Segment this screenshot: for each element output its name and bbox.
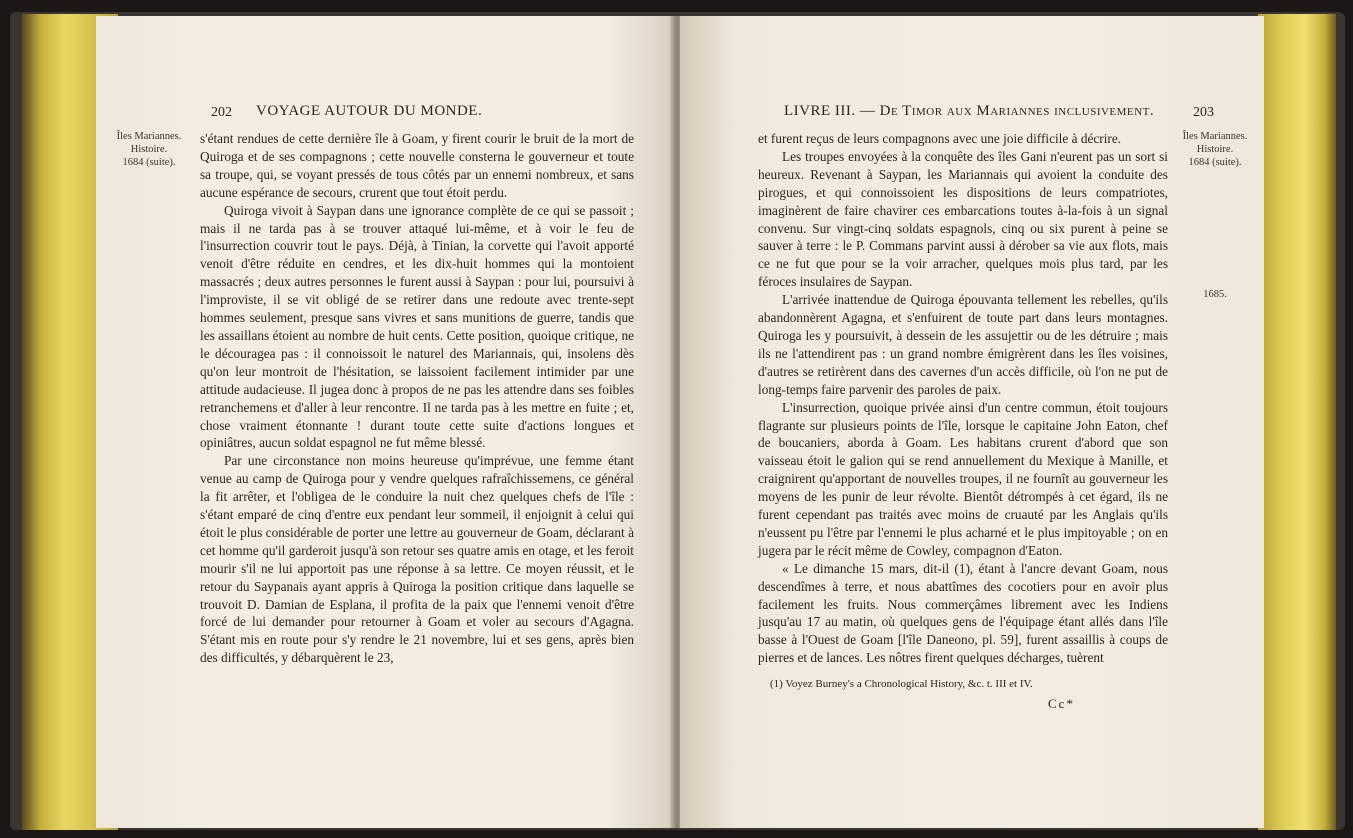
- paragraph: L'insurrection, quoique privée ainsi d'un centre commun, étoit toujours flagrante sur plusieurs points de l'île, lorsque le capitaine John Eaton, chef de boucaniers, aborda à Goam. Les habitans crurent d'abord que son vaisseau étoit le galion qui se rend annuellement du Mexique à Manille, et craignirent qu'apportant de nouvelles troupes, il ne fournît au gouverneur les moyens de les punir de leur révolte. Bientôt détrompés à cet égard, ils ne furent cependant pas traités avec moins de cruauté par les Anglais qu'ils n'eussent pu l'être par l'ennemi le plus acharné et le plus impitoyable ; on en jugera par le récit même de Cowley, compagnon d'Eaton.: [758, 399, 1168, 558]
- margin-note-year: 1685.: [1203, 289, 1227, 300]
- page-edges-right: [1258, 14, 1336, 830]
- paragraph: Quiroga vivoit à Saypan dans une ignorance complète de ce qui se passoit ; mais il ne tarda pas à se trouver attaqué lui-même, et à voir le feu de l'insurrection couvrir tout le pays. Déjà, à Tinian, la corvette qui l'avoit apporté venoit d'être réduite en cendres, et les dix-huit hommes qui la montoient massacrés ; deux autres personnes le furent aussi à Saypan : pour lui, poursuivi à l'improviste, il se vit obligé de se retirer dans une redoute avec trente-sept hommes seulement, presque sans vivres et sans munitions de guerre, tandis que les assaillans étoient au nombre de huit cents. Cette position, quoique critique, ne le découragea pas : il connoissoit le naturel des Mariannais, qui, insolens dès qu'on leur montroit de l'hésitation, se laissoient facilement intimider par une attitude audacieuse. Il jugea donc à propos de ne pas les attendre dans ses foibles retranchemens et d'aller à leur rencontre. Il ne tarda pas à les mettre en fuite ; et, chose vraiment étonnante ! durant toute cette suite d'actions longues et opiniâtres, aucun soldat espagnol ne fut même blessé.: [200, 202, 634, 451]
- body-text: [758, 130, 1168, 667]
- paragraph: s'étant rendues de cette dernière île à Goam, y firent courir le bruit de la mort de Quiroga et de ses compagnons ; cette nouvelle consterna le gouverneur et toute sa troupe, qui, se voyant pressés de tous côtés par un ennemi nombreux, et sans aucune espérance de secours, crurent que tout étoit perdu.: [200, 131, 634, 200]
- running-title: VOYAGE AUTOUR DU MONDE.: [256, 103, 483, 119]
- right-page: [680, 16, 1264, 828]
- body-text: [200, 130, 634, 667]
- paragraph: et furent reçus de leurs compagnons avec une joie difficile à décrire.: [758, 131, 1122, 146]
- footnote: (1) Voyez Burney's a Chronological History, &c. t. III et IV.: [770, 678, 1033, 690]
- margin-note: Îles Mariannes. Histoire. 1684 (suite).: [1182, 131, 1248, 168]
- signature-mark: Cc*: [1048, 696, 1075, 711]
- margin-note: Îles Mariannes. Histoire. 1684 (suite).: [116, 131, 182, 168]
- page-number: 202: [211, 105, 232, 120]
- paragraph: L'arrivée inattendue de Quiroga épouvanta tellement les rebelles, qu'ils abandonnèrent Agagna, et s'enfuirent de toute part dans leurs montagnes. Quiroga les y poursuivit, à dessein de les assujettir ou de les détruire ; mais ils ne l'attendirent pas : un grand nombre émigrèrent dans les îles voisines, d'autres se retirèrent dans des cavernes d'un accès difficile, où l'on ne put de long-temps faire parvenir des paroles de paix.: [758, 292, 1168, 397]
- left-page: [96, 16, 676, 828]
- paragraph: Les troupes envoyées à la conquête des îles Gani n'eurent pas un sort si heureux. Revenant à Saypan, les Mariannais qui avoient la conduite des pirogues, et qui connoissoient les dispositions de leurs compatriotes, imaginèrent de faire chavirer ces embarcations toutes à-la-fois à un signal convenu. Sur vingt-cinq soldats espagnols, cinq ou six purent à peine se sauver à terre : le P. Commans parvint aussi à dérober sa vie aux flots, mais ce ne fut que pour se la voir arracher, quelques mois plus tard, par les féroces insulaires de Saypan.: [758, 148, 1168, 290]
- paragraph: « Le dimanche 15 mars, dit-il (1), étant à l'ancre devant Goam, nous descendîmes à terre, et nous abattîmes des cocotiers pour en avoir plus facilement les fruits. Nous commerçâmes librement avec les Indiens jusqu'au 17 au matin, où quelques gens de l'équipage étant allés dans l'île basse à l'Ouest de Goam [l'île Daneono, pl. 59], furent assaillis à coups de pierres et de lances. Les nôtres firent quelques décharges, tuèrent: [758, 560, 1168, 666]
- page-number: 203: [1193, 105, 1214, 120]
- paragraph: Par une circonstance non moins heureuse qu'imprévue, une femme étant venue au camp de Quiroga pour y vendre quelques rafraîchissemens, ce général la fit arrêter, et l'obligea de le conduire la nuit chez quelques chefs de l'île : s'étant emparé de cinq d'entre eux pendant leur sommeil, il enjoignit à celui qui étoit le plus considérable de porter une lettre au gouverneur de Goam, déclarant à cet homme qu'il garderoit jusqu'à son retour ses quatre amis en otage, et les feroit mourir s'il ne lui apportoit pas une réponse à sa lettre. Ce moyen réussit, et le retour du Saypanais ayant appris à Quiroga la position critique dans laquelle se trouvoit D. Damian de Esplana, il profita de la paix que l'ennemi venoit d'être forcé de lui demander pour retourner à Goam et voler au secours d'Agagna. S'étant mis en route pour s'y rendre le 21 novembre, lui et ses gens, après bien des difficultés, y débarquèrent le 23,: [200, 453, 634, 666]
- running-title: LIVRE III. — De Timor aux Mariannes inclusivement.: [784, 103, 1155, 119]
